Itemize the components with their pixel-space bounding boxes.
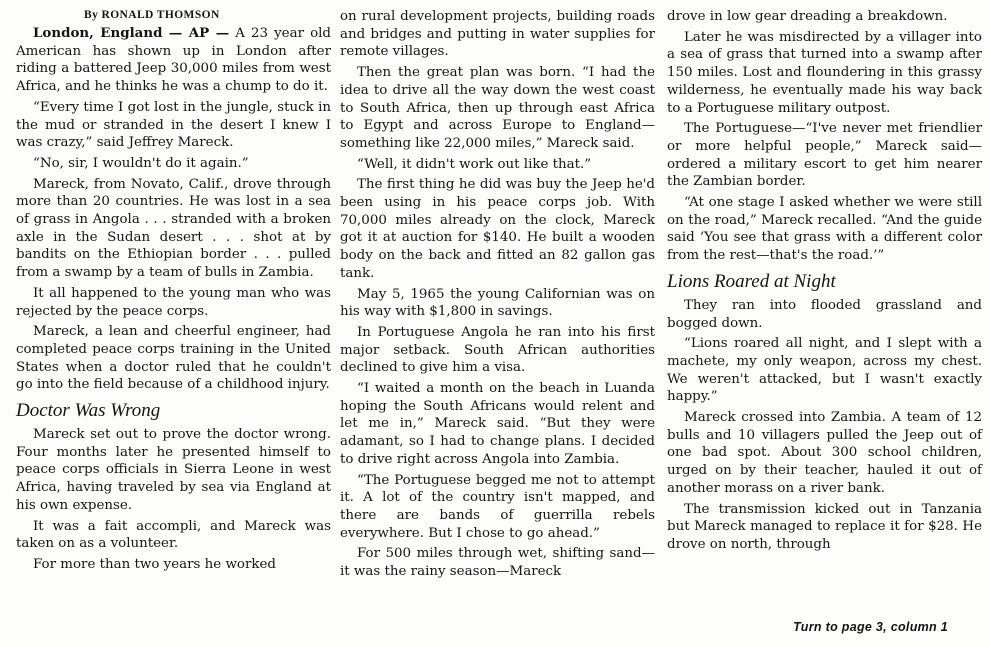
lead-paragraph bbox=[16, 25, 331, 96]
paragraph: For more than two years he worked bbox=[33, 556, 276, 572]
dateline: London, England — AP — bbox=[33, 25, 230, 41]
jump-line: Turn to page 3, column 1 bbox=[793, 620, 948, 634]
paragraph: “No, sir, I wouldn't do it again.” bbox=[33, 155, 249, 171]
subhead-doctor-was-wrong: Doctor Was Wrong bbox=[16, 400, 161, 422]
paragraph: Mareck set out to prove the doctor wrong. Four months later he presented himself to peace corps officials in Sierra Leone in west Africa, having traveled by sea via England at his own expense. bbox=[16, 427, 331, 513]
paragraph: “At one stage I asked whether we were still on the road,” Mareck recalled. “And the guide said ‘You see that grass with a different color from the rest—that's the road.’” bbox=[667, 195, 982, 264]
paragraph: The first thing he did was buy the Jeep he'd been using in his peace corps job. With 70,000 miles already on the clock, Mareck got it at auction for $140. He built a wooden body on the back and fitted an 82 gallon gas tank. bbox=[340, 177, 655, 281]
column-3 bbox=[667, 8, 982, 557]
paragraph: They ran into flooded grassland and bogged down. bbox=[667, 297, 982, 331]
paragraph: For 500 miles through wet, shifting sand—it was the rainy season—Mareck bbox=[340, 546, 655, 580]
paragraph: Later he was misdirected by a villager into a sea of grass that turned into a swamp after 150 miles. Lost and floundering in this grassy wilderness, he eventually made his way back to a Portuguese military outpost. bbox=[667, 29, 982, 116]
paragraph: “Well, it didn't work out like that.” bbox=[357, 156, 592, 172]
paragraph: Then the great plan was born. “I had the idea to drive all the way down the west coast to South Africa, then up through east Africa to Egypt and across Europe to England—something like 22,000 miles,” Mareck said. bbox=[340, 65, 655, 151]
paragraph: Mareck, a lean and cheerful engineer, had completed peace corps training in the United States when a doctor ruled that he couldn't go into the field because of a childhood injury. bbox=[16, 324, 331, 393]
paragraph: Mareck crossed into Zambia. A team of 12 bulls and 10 villagers pulled the Jeep out of one bad spot. About 300 school children, urged on by their teacher, hauled it out of another morass on a river bank. bbox=[667, 410, 982, 496]
paragraph: “I waited a month on the beach in Luanda hoping the South Africans would relent and let me in,” Mareck said. “But they were adamant, so I had to change plans. I decided to drive right across Angola into Zambia. bbox=[340, 381, 655, 467]
paragraph: The Portuguese—“I've never met friendlier or more helpful people,” Mareck said—ordered a military escort to get him nearer the Zambian border. bbox=[667, 121, 982, 190]
paragraph: In Portuguese Angola he ran into his first major setback. South African authorities declined to give him a visa. bbox=[340, 324, 655, 376]
continued-paragraph: drove in low gear dreading a breakdown. bbox=[667, 9, 948, 24]
paragraph: It all happened to the young man who was rejected by the peace corps. bbox=[16, 285, 331, 319]
column-1 bbox=[16, 8, 331, 577]
paragraph: The transmission kicked out in Tanzania but Mareck managed to replace it for $28. He drove on north, through bbox=[667, 501, 982, 552]
byline: By RONALD THOMSON bbox=[84, 9, 220, 21]
paragraph: “The Portuguese begged me not to attempt it. A lot of the country isn't mapped, and there are bands of guerrilla rebels everywhere. But I chose to go ahead.” bbox=[340, 472, 655, 541]
column-2 bbox=[340, 8, 655, 584]
lead-text: A 23 year old American has shown up in London after riding a battered Jeep 30,000 miles from west Africa, and he thinks he was a chump to do it. bbox=[16, 26, 331, 95]
paragraph: May 5, 1965 the young Californian was on his way with $1,800 in savings. bbox=[340, 286, 655, 320]
paragraph: It was a fait accompli, and Mareck was taken on as a volunteer. bbox=[16, 518, 331, 552]
continued-paragraph: on rural development projects, building roads and bridges and putting in water supplies for remote villages. bbox=[340, 9, 655, 60]
paragraph: “Every time I got lost in the jungle, stuck in the mud or stranded in the desert I knew I was crazy,” said Jeffrey Mareck. bbox=[16, 99, 331, 151]
paragraph: “Lions roared all night, and I slept with a machete, my only weapon, across my chest. We weren't attacked, but I wasn't exactly happy.” bbox=[667, 336, 982, 405]
subhead-lions-roared: Lions Roared at Night bbox=[667, 270, 836, 292]
paragraph: Mareck, from Novato, Calif., drove through more than 20 countries. He was lost in a sea of grass in Angola . . . stranded with a broken axle in the Sudan desert . . . shot at by bandits on the Ethiopian border . . . pulled from a swamp by a team of bulls in Zambia. bbox=[16, 176, 331, 281]
